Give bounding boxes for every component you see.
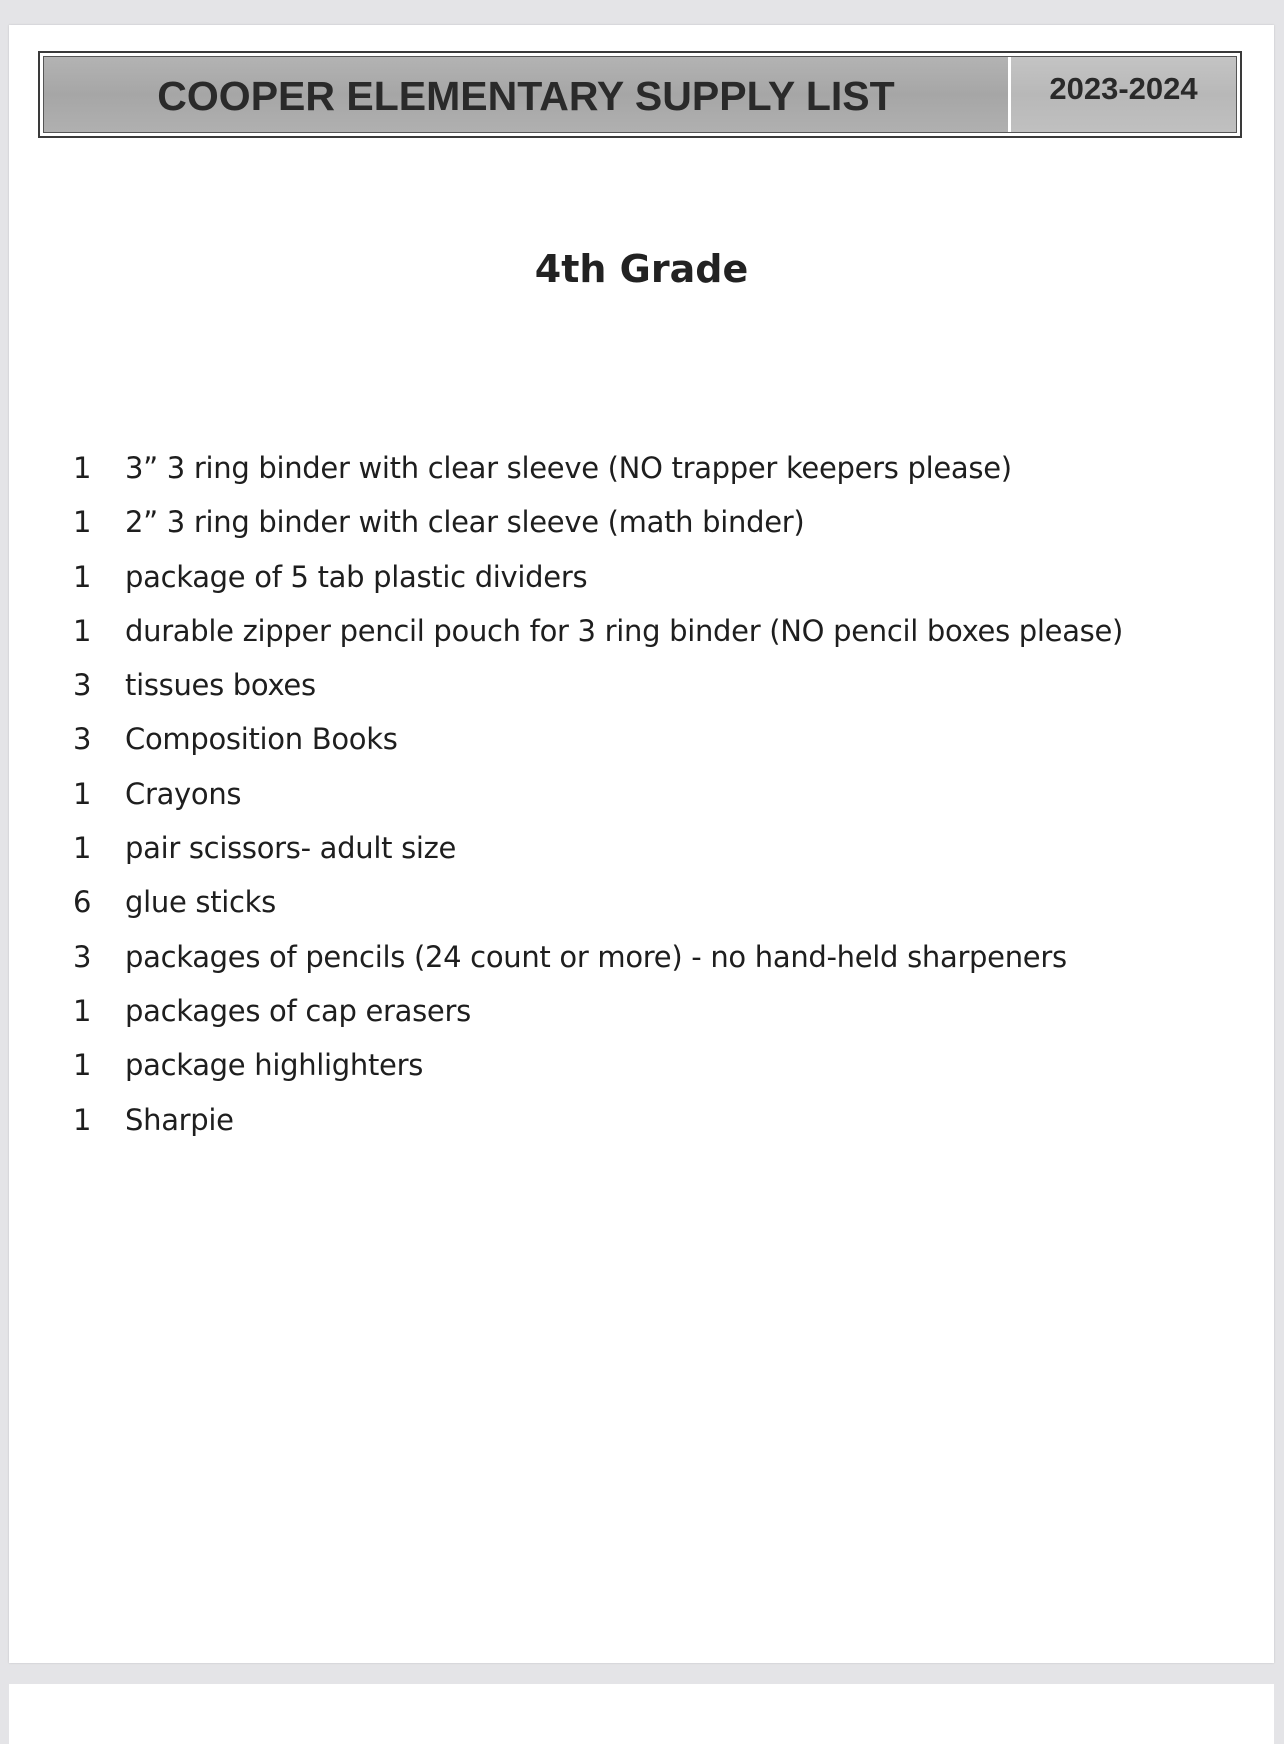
supply-quantity: 3 bbox=[73, 939, 92, 974]
supply-item bbox=[73, 560, 1123, 614]
supply-quantity: 1 bbox=[73, 1048, 92, 1083]
supply-description: tissues boxes bbox=[125, 668, 316, 703]
supply-quantity: 1 bbox=[73, 831, 92, 866]
supply-item bbox=[73, 1048, 1123, 1102]
supply-description: Crayons bbox=[125, 776, 242, 811]
header-banner bbox=[38, 51, 1242, 138]
supply-description: package of 5 tab plastic dividers bbox=[125, 559, 588, 594]
supply-description: package highlighters bbox=[125, 1048, 424, 1083]
supply-description: Composition Books bbox=[125, 722, 398, 757]
supply-quantity: 1 bbox=[73, 613, 92, 648]
supply-description: packages of cap erasers bbox=[125, 993, 471, 1028]
supply-description: durable zipper pencil pouch for 3 ring binder (NO pencil boxes please) bbox=[125, 613, 1124, 648]
supply-list bbox=[73, 451, 1123, 1157]
supply-description: glue sticks bbox=[125, 885, 276, 920]
supply-description: packages of pencils (24 count or more) - no hand-held sharpeners bbox=[125, 939, 1067, 974]
supply-description: 3” 3 ring binder with clear sleeve (NO trapper keepers please) bbox=[125, 451, 1012, 485]
header-inner bbox=[43, 56, 1237, 133]
supply-quantity: 1 bbox=[73, 505, 92, 540]
supply-quantity: 3 bbox=[73, 722, 92, 757]
supply-quantity: 1 bbox=[73, 776, 92, 811]
grade-heading: 4th Grade bbox=[534, 247, 749, 291]
supply-item bbox=[73, 505, 1123, 559]
supply-item bbox=[73, 668, 1123, 722]
supply-item bbox=[73, 940, 1123, 994]
next-page-edge bbox=[9, 1684, 1274, 1744]
supply-description: 2” 3 ring binder with clear sleeve (math binder) bbox=[125, 505, 805, 540]
supply-quantity: 3 bbox=[73, 668, 92, 703]
supply-item bbox=[73, 722, 1123, 776]
supply-item bbox=[73, 994, 1123, 1048]
document-title: COOPER ELEMENTARY SUPPLY LIST bbox=[44, 57, 1011, 132]
supply-quantity: 1 bbox=[73, 1102, 92, 1137]
supply-quantity: 1 bbox=[73, 451, 92, 485]
supply-item bbox=[73, 885, 1123, 939]
supply-item bbox=[73, 777, 1123, 831]
supply-quantity: 1 bbox=[73, 559, 92, 594]
supply-quantity: 6 bbox=[73, 885, 92, 920]
supply-description: Sharpie bbox=[125, 1102, 234, 1137]
school-year: 2023-2024 bbox=[1011, 57, 1236, 132]
supply-item bbox=[73, 831, 1123, 885]
supply-description: pair scissors- adult size bbox=[125, 831, 457, 866]
document-page bbox=[9, 25, 1274, 1663]
supply-item bbox=[73, 1103, 1123, 1157]
supply-item bbox=[73, 451, 1123, 505]
supply-quantity: 1 bbox=[73, 993, 92, 1028]
supply-item bbox=[73, 614, 1123, 668]
